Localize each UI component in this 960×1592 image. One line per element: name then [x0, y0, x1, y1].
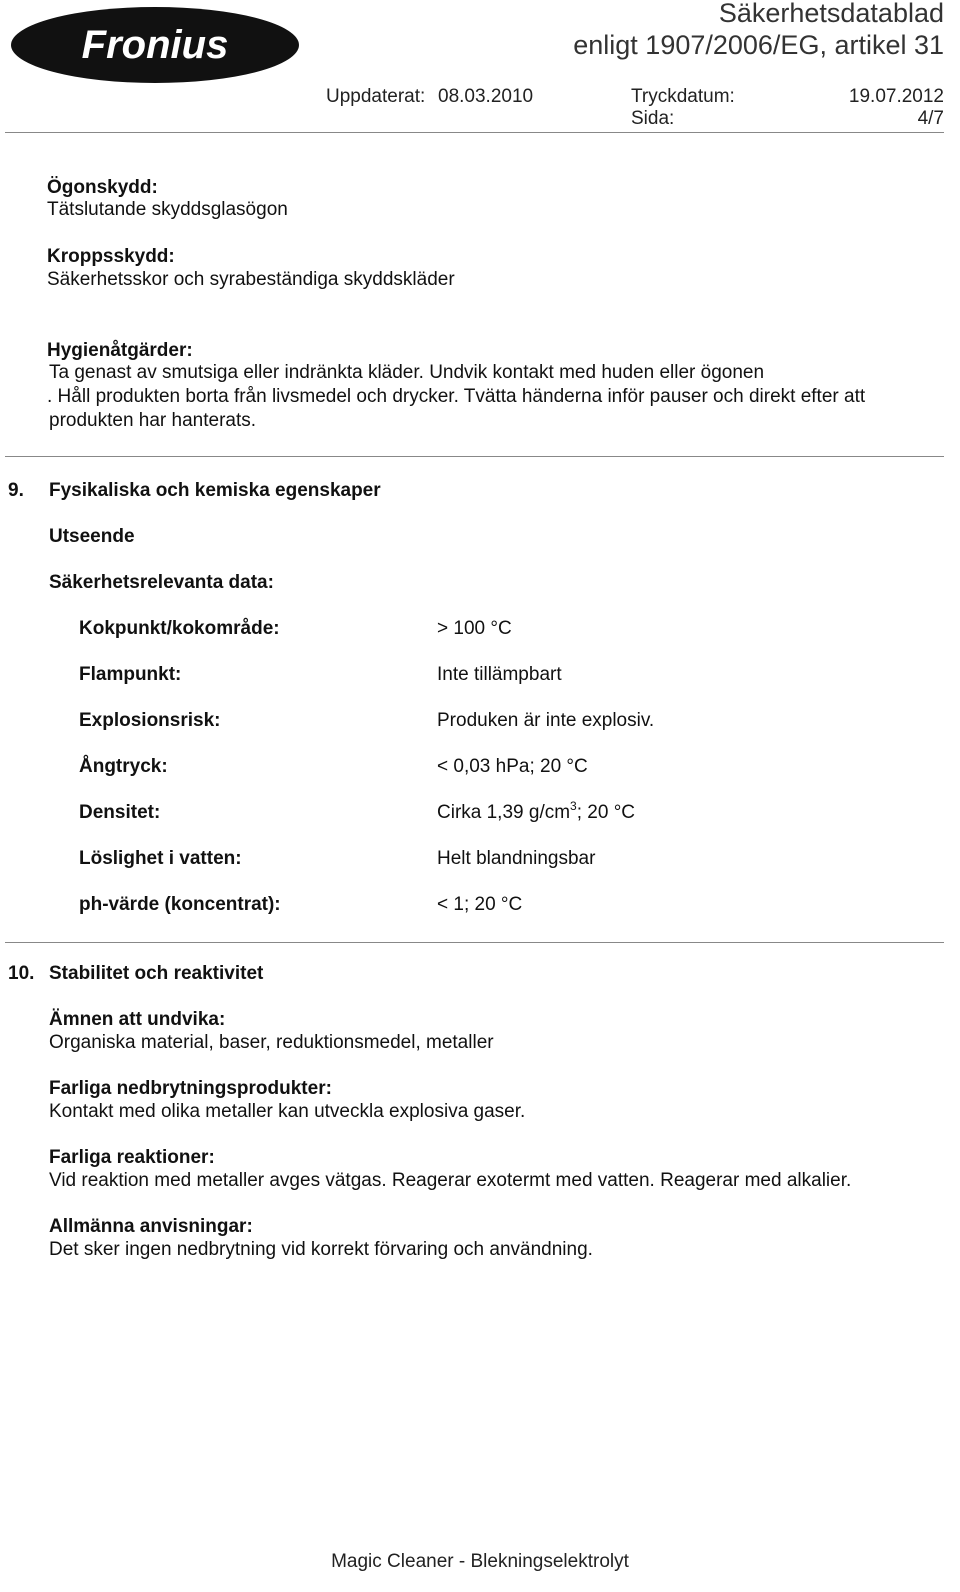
flash-point-label: Flampunkt: — [79, 664, 182, 685]
hygiene-label: Hygienåtgärder: — [47, 340, 193, 361]
section-9-number: 9. — [8, 480, 24, 501]
body-protection-text: Säkerhetsskor och syrabeständiga skyddskläder — [47, 269, 455, 290]
updated-label: Uppdaterat: — [326, 86, 426, 107]
general-notes-text: Det sker ingen nedbrytning vid korrekt förvaring och användning. — [49, 1239, 593, 1260]
avoid-text: Organiska material, baser, reduktionsmedel, metaller — [49, 1032, 494, 1053]
page-number: 4/7 — [917, 108, 944, 129]
eye-protection-label: Ögonskydd: — [47, 177, 158, 198]
water-solubility-label: Löslighet i vatten: — [79, 848, 242, 869]
section-9-title: Fysikaliska och kemiska egenskaper — [49, 480, 381, 501]
document-subtitle: enligt 1907/2006/EG, artikel 31 — [573, 30, 944, 60]
water-solubility-value: Helt blandningsbar — [437, 848, 596, 869]
ph-value-value: < 1; 20 °C — [437, 894, 523, 915]
boiling-point-label: Kokpunkt/kokområde: — [79, 618, 280, 639]
decomposition-text: Kontakt med olika metaller kan utveckla explosiva gaser. — [49, 1101, 526, 1122]
section-divider — [5, 456, 944, 457]
section-10-title: Stabilitet och reaktivitet — [49, 963, 264, 984]
appearance-label: Utseende — [49, 526, 135, 547]
ph-value-label: ph-värde (koncentrat): — [79, 894, 281, 915]
page-label: Sida: — [631, 108, 675, 129]
header-divider — [5, 132, 944, 133]
boiling-point-value: > 100 °C — [437, 618, 512, 639]
flash-point-value: Inte tillämpbart — [437, 664, 562, 685]
density-value-main: Cirka 1,39 g/cm — [437, 802, 571, 823]
hygiene-text-line1: Ta genast av smutsiga eller indränkta kläder. Undvik kontakt med huden eller ögonen — [49, 362, 765, 383]
reactions-label: Farliga reaktioner: — [49, 1147, 215, 1168]
safety-data-label: Säkerhetsrelevanta data: — [49, 572, 274, 593]
hygiene-text-line3: produkten har hanterats. — [49, 410, 257, 431]
updated-date: 08.03.2010 — [438, 86, 534, 107]
logo-text: Fronius — [81, 23, 229, 67]
decomposition-label: Farliga nedbrytningsprodukter: — [49, 1078, 332, 1099]
density-value-temp: ; 20 °C — [576, 802, 636, 823]
footer-product-name: Magic Cleaner - Blekningselektrolyt — [331, 1551, 629, 1572]
avoid-label: Ämnen att undvika: — [49, 1009, 226, 1030]
eye-protection-text: Tätslutande skyddsglasögon — [47, 199, 288, 220]
section-divider — [5, 942, 944, 943]
explosion-risk-value: Produken är inte explosiv. — [437, 710, 655, 731]
document-title: Säkerhetsdatablad — [718, 0, 944, 28]
density-value — [437, 799, 636, 824]
reactions-text: Vid reaktion med metaller avges vätgas. Reagerar exotermt med vatten. Reagerar med alkalier. — [49, 1170, 852, 1191]
print-date-label: Tryckdatum: — [631, 86, 735, 107]
general-notes-label: Allmänna anvisningar: — [49, 1216, 253, 1237]
density-exponent: 3 — [570, 799, 577, 813]
hygiene-text-line2: . Håll produkten borta från livsmedel och drycker. Tvätta händerna inför pauser och direkt efter att — [47, 386, 866, 407]
vapour-pressure-label: Ångtryck: — [79, 756, 168, 777]
fronius-logo — [10, 6, 300, 84]
print-date: 19.07.2012 — [848, 86, 944, 107]
vapour-pressure-value: < 0,03 hPa; 20 °C — [437, 756, 588, 777]
section-10-number: 10. — [8, 963, 35, 984]
explosion-risk-label: Explosionsrisk: — [79, 710, 221, 731]
body-protection-label: Kroppsskydd: — [47, 246, 175, 267]
density-label: Densitet: — [79, 802, 161, 823]
